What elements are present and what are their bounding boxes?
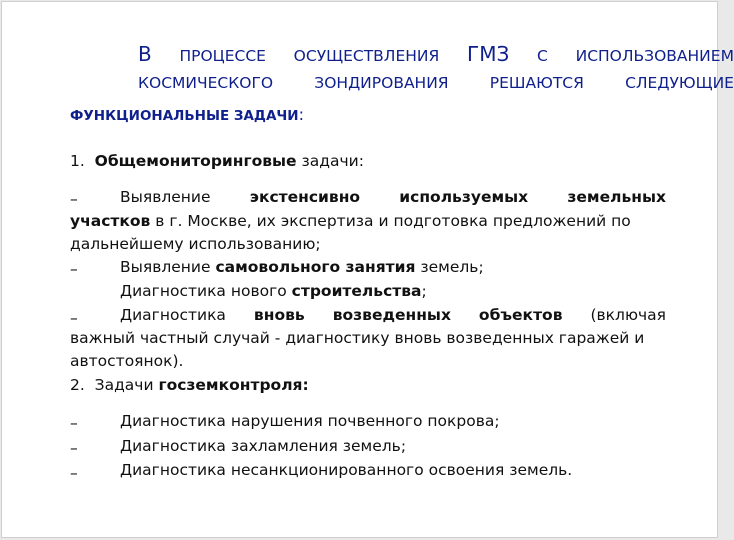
item-3-text: ; — [421, 282, 427, 300]
word: Диагностика — [120, 306, 226, 324]
word-bold: земельных — [567, 188, 666, 206]
item-4-line-2: важный частный случай - диагностику вновь возведенных гаражей и — [70, 329, 645, 347]
word: (включая — [590, 306, 666, 324]
item-1-text: в г. Москве, их экспертиза и подготовка предложений по — [150, 212, 631, 230]
word-bold: объектов — [478, 306, 563, 324]
item-4-line-1 — [120, 306, 666, 324]
title-word: КОСМИЧЕСКОГО — [138, 74, 274, 92]
dash-marker: – — [70, 464, 78, 482]
title-line-3 — [70, 105, 304, 124]
item-2-text: Выявление — [120, 258, 216, 276]
title-word: ПРОЦЕССЕ — [179, 47, 266, 65]
list-item: Диагностика несанкционированного освоения земель. — [120, 461, 573, 479]
item-2 — [120, 258, 484, 276]
item-3-bold: строительства — [291, 282, 422, 300]
word-bold: экстенсивно — [249, 188, 361, 206]
word: Выявление — [120, 188, 211, 206]
title-word: ОСУЩЕСТВЛЕНИЯ — [293, 47, 440, 65]
item-1-line-1 — [120, 188, 666, 206]
title-word: ИСПОЛЬЗОВАНИЕМ — [575, 47, 734, 65]
dash-marker: – — [70, 439, 78, 457]
title-line-2 — [138, 74, 734, 92]
dash-marker: – — [70, 309, 78, 327]
item-3 — [120, 282, 427, 300]
section-2-heading — [70, 376, 666, 394]
title-word: В — [138, 42, 152, 66]
section-1-bold: Общемониторинговые — [94, 152, 297, 170]
title-colon: : — [298, 105, 304, 124]
list-item: Диагностика нарушения почвенного покрова; — [120, 412, 500, 430]
slide — [1, 1, 734, 538]
word-bold: возведенных — [332, 306, 451, 324]
word-bold: используемых — [399, 188, 529, 206]
dash-marker: – — [70, 414, 78, 432]
item-1-line-2 — [70, 212, 666, 230]
list-item: Диагностика захламления земель; — [120, 437, 407, 455]
title-word: С — [537, 47, 548, 65]
item-3-text: Диагностика нового — [120, 282, 292, 300]
title-word: СЛЕДУЮЩИЕ — [625, 74, 734, 92]
section-number: 2. — [70, 376, 85, 394]
title-subtitle: ФУНКЦИОНАЛЬНЫЕ ЗАДАЧИ — [70, 108, 299, 124]
title-word: ГМЗ — [467, 42, 510, 66]
section-1-heading — [70, 152, 666, 170]
item-2-bold: самовольного занятия — [215, 258, 416, 276]
item-1-line-3: дальнейшему использованию; — [70, 235, 321, 253]
item-2-text: земель; — [415, 258, 484, 276]
title-word: РЕШАЮТСЯ — [489, 74, 584, 92]
section-2-text: Задачи — [94, 376, 159, 394]
dash-marker: – — [70, 260, 78, 278]
title-word: ЗОНДИРОВАНИЯ — [314, 74, 449, 92]
section-number: 1. — [70, 152, 85, 170]
title-line-1 — [138, 42, 734, 66]
word-bold: участков — [70, 212, 151, 230]
section-1-rest: задачи: — [296, 152, 364, 170]
dash-marker: – — [70, 190, 78, 208]
word-bold: вновь — [253, 306, 305, 324]
section-2-bold: госземконтроля: — [158, 376, 309, 394]
item-4-line-3: автостоянок). — [70, 352, 184, 370]
